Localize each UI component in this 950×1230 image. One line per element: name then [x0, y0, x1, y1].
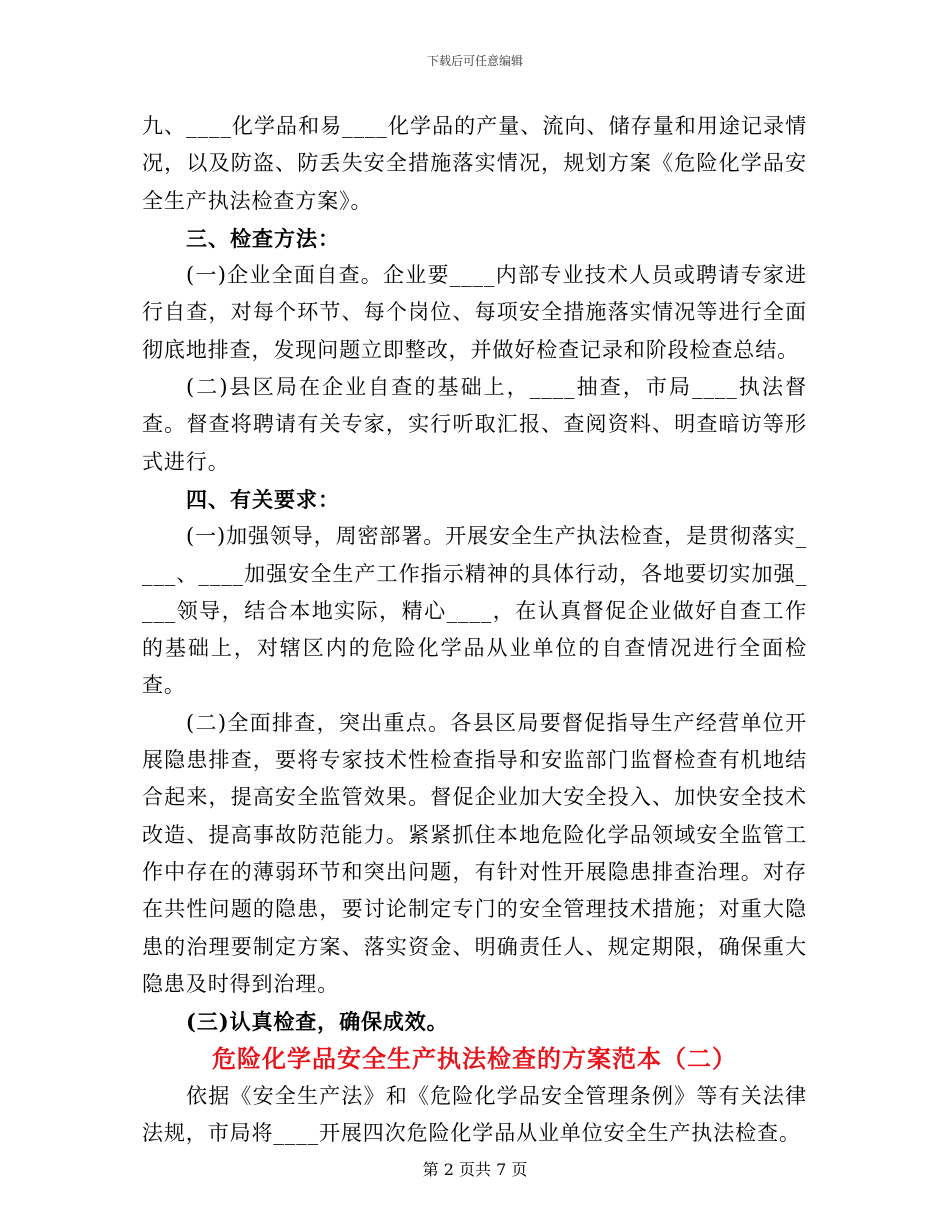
paragraph-item-nine: 九、____化学品和易____化学品的产量、流向、储存量和用途记录情况，以及防盗、防丢失安全措施落实情况，规划方案《危险化学品安全生产执法检查方案》。: [142, 114, 807, 213]
section-heading-inspection-method: 三、检查方法：: [186, 225, 340, 251]
paragraph-full-inspection: (二)全面排查，突出重点。各县区局要督促指导生产经营单位开展隐患排查，要将专家技术性检查指导和安监部门监督检查有机地结合起来，提高安全监管效果。督促企业加大安全投入、加快安全技术改造、提高事故防范能力。紧紧抓住本地危险化学品领域安全监管工作中存在的薄弱环节和突出问题，有针对性开展隐患排查治理。对存在共性问题的隐患，要讨论制定专门的安全管理技术措施；对重大隐患的治理要制定方案、落实资金、明确责任人、规定期限，确保重大隐患及时得到治理。: [142, 710, 807, 996]
paragraph-self-inspection: (一)企业全面自查。企业要____内部专业技术人员或聘请专家进行自查，对每个环节、每个岗位、每项安全措施落实情况等进行全面彻底地排查，发现问题立即整改，并做好检查记录和阶段检查总结。: [142, 263, 807, 362]
paragraph-leadership: (一)加强领导，周密部署。开展安全生产执法检查，是贯彻落实____、____加强安全生产工作指示精神的具体行动，各地要切实加强____领导，结合本地实际，精心____，在认真督促企业做好自查工作的基础上，对辖区内的危险化学品从业单位的自查情况进行全面检查。: [142, 524, 807, 698]
red-section-title: 危险化学品安全生产执法检查的方案范本（二）: [212, 1044, 737, 1074]
paragraph-legal-basis: 依据《安全生产法》和《危险化学品安全管理条例》等有关法律法规，市局将____开展四次危险化学品从业单位安全生产执法检查。: [142, 1083, 807, 1146]
paragraph-county-spot-check: (二)县区局在企业自查的基础上，____抽查，市局____执法督查。督查将聘请有关专家，实行听取汇报、查阅资料、明查暗访等形式进行。: [142, 375, 807, 474]
document-body: [142, 108, 807, 1152]
header-note: 下载后可任意编辑: [426, 54, 523, 68]
paragraph-ensure-results: (三)认真检查，确保成效。: [186, 1009, 449, 1035]
section-heading-requirements: 四、有关要求：: [186, 486, 340, 512]
page-number-footer: 第 2 页共 7 页: [422, 1160, 528, 1179]
